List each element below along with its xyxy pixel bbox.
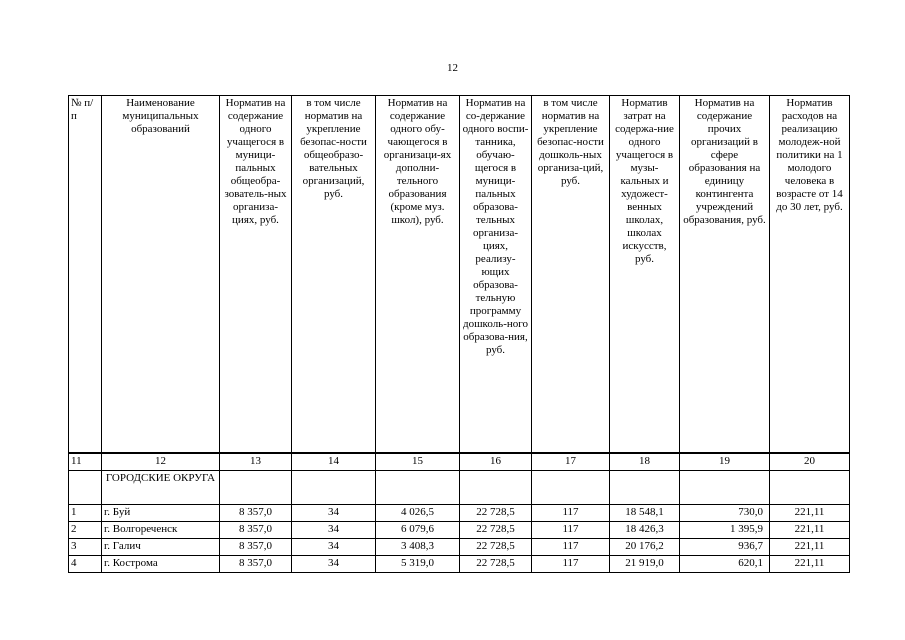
header-cell-school-safety: в том числе норматив на укрепление безопас-ности общеобразо-вательных организаций, руб. [292, 96, 376, 453]
preschool-norm-value: 22 728,5 [460, 539, 532, 556]
header-cell-number: № п/п [69, 96, 102, 453]
municipality-name: г. Волгореченск [102, 522, 220, 539]
column-number: 12 [102, 453, 220, 471]
column-number: 19 [680, 453, 770, 471]
other-orgs-value: 730,0 [680, 505, 770, 522]
column-number: 16 [460, 453, 532, 471]
norms-table [68, 95, 850, 573]
municipality-name: г. Галич [102, 539, 220, 556]
column-number: 18 [610, 453, 680, 471]
other-orgs-value: 936,7 [680, 539, 770, 556]
row-number: 2 [69, 522, 102, 539]
column-number: 15 [376, 453, 460, 471]
other-orgs-value: 620,1 [680, 556, 770, 573]
school-norm-value: 8 357,0 [220, 539, 292, 556]
youth-policy-value: 221,11 [770, 522, 850, 539]
additional-edu-value: 6 079,6 [376, 522, 460, 539]
header-cell-additional-edu: Норматив на содержание одного обу-чающегося в организаци-ях дополни-тельного образования (кроме муз. школ), руб. [376, 96, 460, 453]
youth-policy-value: 221,11 [770, 556, 850, 573]
column-numbers-row [69, 453, 850, 471]
school-norm-value: 8 357,0 [220, 505, 292, 522]
preschool-norm-value: 22 728,5 [460, 556, 532, 573]
school-safety-value: 34 [292, 556, 376, 573]
preschool-norm-value: 22 728,5 [460, 505, 532, 522]
preschool-safety-value: 117 [532, 556, 610, 573]
header-cell-school-norm: Норматив на содержание одного учащегося в муници-пальных общеобра-зователь-ных организа-циях, руб. [220, 96, 292, 453]
column-number: 14 [292, 453, 376, 471]
row-number: 1 [69, 505, 102, 522]
music-schools-value: 18 426,3 [610, 522, 680, 539]
school-norm-value: 8 357,0 [220, 556, 292, 573]
other-orgs-value: 1 395,9 [680, 522, 770, 539]
header-cell-music-schools: Норматив затрат на содержа-ние одного учащегося в музы-кальных и художест-венных школах, школах искусств, руб. [610, 96, 680, 453]
page-number: 12 [447, 62, 458, 74]
additional-edu-value: 5 319,0 [376, 556, 460, 573]
column-number: 13 [220, 453, 292, 471]
row-number: 3 [69, 539, 102, 556]
table-row [69, 556, 850, 573]
municipality-name: г. Кострома [102, 556, 220, 573]
preschool-safety-value: 117 [532, 505, 610, 522]
table-row [69, 522, 850, 539]
additional-edu-value: 4 026,5 [376, 505, 460, 522]
preschool-safety-value: 117 [532, 522, 610, 539]
header-cell-preschool-norm: Норматив на со-держание одного воспи-танника, обучаю-щегося в муници-пальных образова-тельных организа-циях, реализу-ющих образова-тельную программу дошколь-ного образова-ния, руб. [460, 96, 532, 453]
municipality-name: г. Буй [102, 505, 220, 522]
preschool-norm-value: 22 728,5 [460, 522, 532, 539]
table-row [69, 539, 850, 556]
music-schools-value: 20 176,2 [610, 539, 680, 556]
school-norm-value: 8 357,0 [220, 522, 292, 539]
school-safety-value: 34 [292, 505, 376, 522]
music-schools-value: 21 919,0 [610, 556, 680, 573]
group-row [69, 471, 850, 505]
row-number: 4 [69, 556, 102, 573]
column-number: 11 [69, 453, 102, 471]
youth-policy-value: 221,11 [770, 505, 850, 522]
column-number: 17 [532, 453, 610, 471]
school-safety-value: 34 [292, 522, 376, 539]
header-row [69, 96, 850, 453]
additional-edu-value: 3 408,3 [376, 539, 460, 556]
group-label: ГОРОДСКИЕ ОКРУГА [102, 471, 220, 505]
preschool-safety-value: 117 [532, 539, 610, 556]
column-number: 20 [770, 453, 850, 471]
youth-policy-value: 221,11 [770, 539, 850, 556]
school-safety-value: 34 [292, 539, 376, 556]
music-schools-value: 18 548,1 [610, 505, 680, 522]
table-row [69, 505, 850, 522]
header-cell-other-orgs: Норматив на содержание прочих организаций в сфере образования на единицу контингента учреждений образования, руб. [680, 96, 770, 453]
header-cell-name: Наименование муниципальных образований [102, 96, 220, 453]
header-cell-youth-policy: Норматив расходов на реализацию молодеж-ной политики на 1 молодого человека в возрасте от 14 до 30 лет, руб. [770, 96, 850, 453]
header-cell-preschool-safety: в том числе норматив на укрепление безопас-ности дошколь-ных организа-ций, руб. [532, 96, 610, 453]
